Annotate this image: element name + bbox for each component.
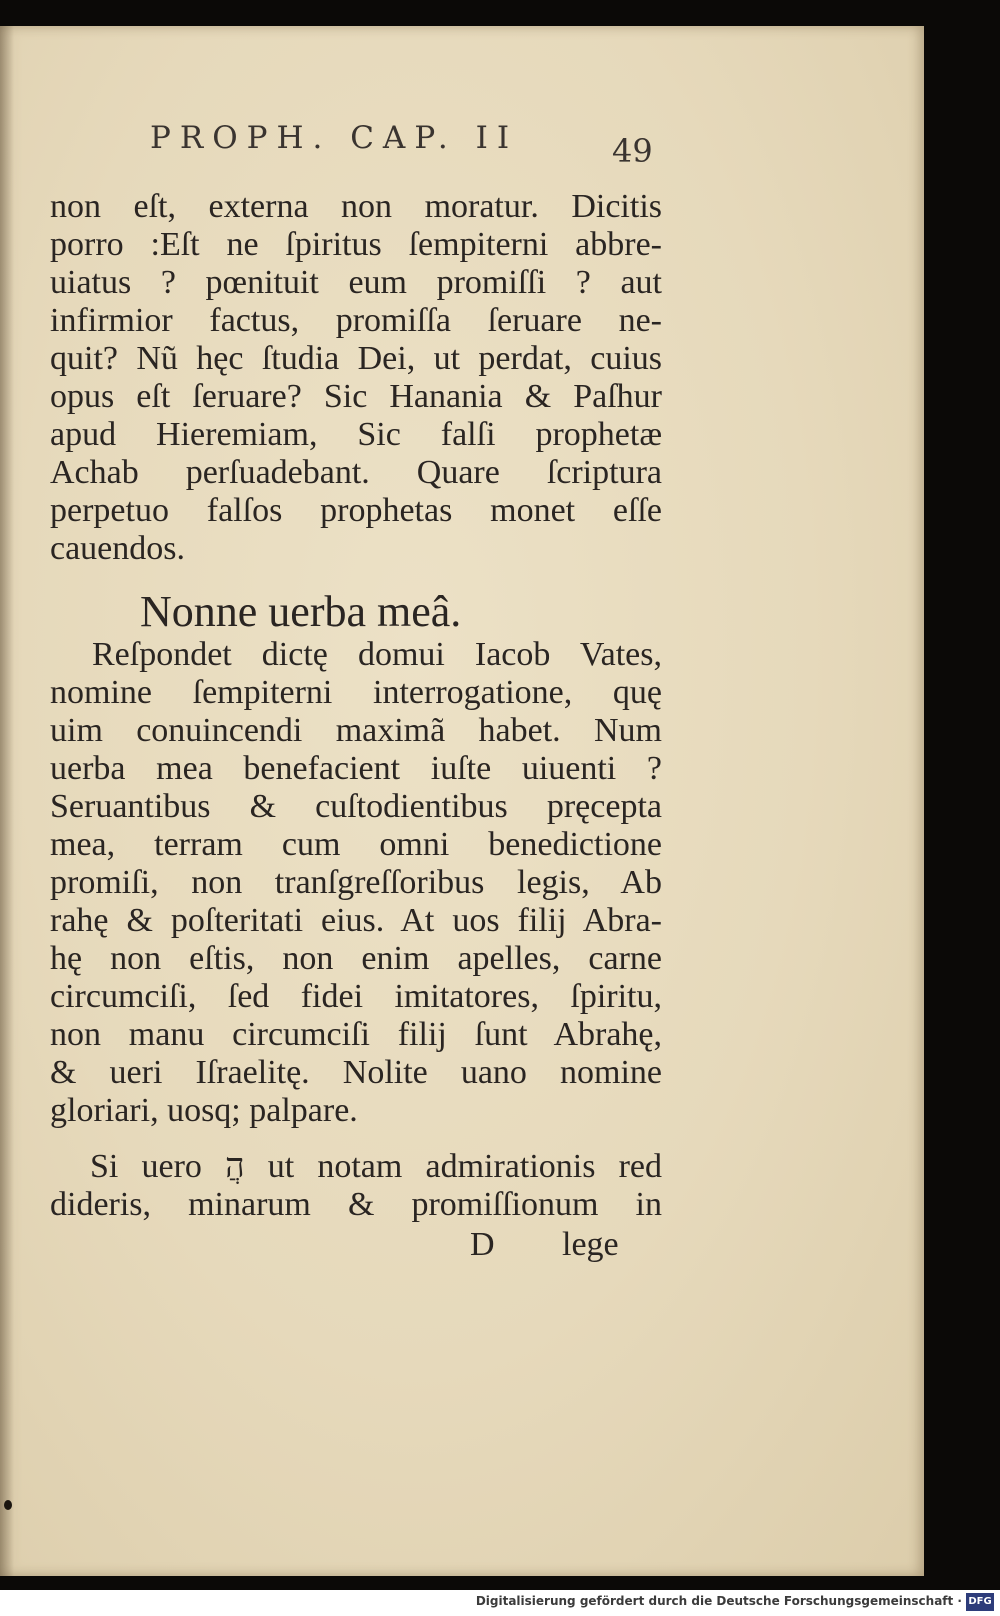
page-foot <box>50 1226 662 1266</box>
running-head <box>150 120 670 170</box>
signature-mark: D <box>470 1226 495 1263</box>
paragraph-3 <box>50 1148 662 1224</box>
text-line: perpetuo falſos prophetas monet eſſe <box>50 492 662 529</box>
text-line: nomine ſempiterni interrogatione, quę <box>50 674 662 711</box>
text-line: non manu circumciſi filij ſunt Abrahę, <box>50 1016 662 1053</box>
digitization-footer <box>0 1590 1000 1616</box>
text-line: apud Hieremiam, Sic falſi prophetæ <box>50 416 662 453</box>
ink-speck <box>4 1500 12 1510</box>
text-line: uiatus ? pœnituit eum promiſſi ? aut <box>50 264 662 301</box>
text-line: uerba mea benefacient iuſte uiuenti ? <box>50 750 662 787</box>
page-gutter-shadow <box>0 26 14 1576</box>
dfg-logo: DFG <box>966 1593 994 1611</box>
paragraph-1 <box>50 188 662 568</box>
text-line: Si uero הֲ ut notam admirationis red <box>90 1148 662 1185</box>
running-head-title: PROPH. CAP. II <box>150 120 519 156</box>
text-line: Seruantibus & cuſtodientibus pręcepta <box>50 788 662 825</box>
text-line: Achab perſuadebant. Quare ſcriptura <box>50 454 662 491</box>
text-line: Reſpondet dictę domui Iacob Vates, <box>92 636 662 673</box>
text-line: infirmior factus, promiſſa ſeruare ne- <box>50 302 662 339</box>
text-line: mea, terram cum omni benedictione <box>50 826 662 863</box>
text-line: porro :Eſt ne ſpiritus ſempiterni abbre- <box>50 226 662 263</box>
text-line: quit? Nũ hęc ſtudia Dei, ut perdat, cuius <box>50 340 662 377</box>
section-heading: Nonne uerba meâ. <box>140 587 462 636</box>
page-number: 49 <box>612 132 653 170</box>
text-line: hę non eſtis, non enim apelles, carne <box>50 940 662 977</box>
text-line: cauendos. <box>50 530 186 567</box>
text-line: promiſi, non tranſgreſſoribus legis, Ab <box>50 864 662 901</box>
text-line: uim conuincendi maximã habet. Num <box>50 712 662 749</box>
text-line: gloriari, uosq; palpare. <box>50 1092 358 1129</box>
catchword: lege <box>562 1226 619 1263</box>
text-line: non eſt, externa non moratur. Dicitis <box>50 188 662 225</box>
text-line: opus eſt ſeruare? Sic Hanania & Paſhur <box>50 378 662 415</box>
text-line: & ueri Iſraelitę. Nolite uano nomine <box>50 1054 662 1091</box>
funding-credit: Digitalisierung gefördert durch die Deutsche Forschungsgemeinschaft · <box>475 1594 962 1608</box>
text-line: dideris, minarum & promiſſionum in <box>50 1186 662 1223</box>
text-line: rahę & poſteritati eius. At uos filij Abra- <box>50 902 662 939</box>
paragraph-2 <box>50 636 662 1130</box>
text-line: circumciſi, ſed fidei imitatores, ſpiritu, <box>50 978 662 1015</box>
